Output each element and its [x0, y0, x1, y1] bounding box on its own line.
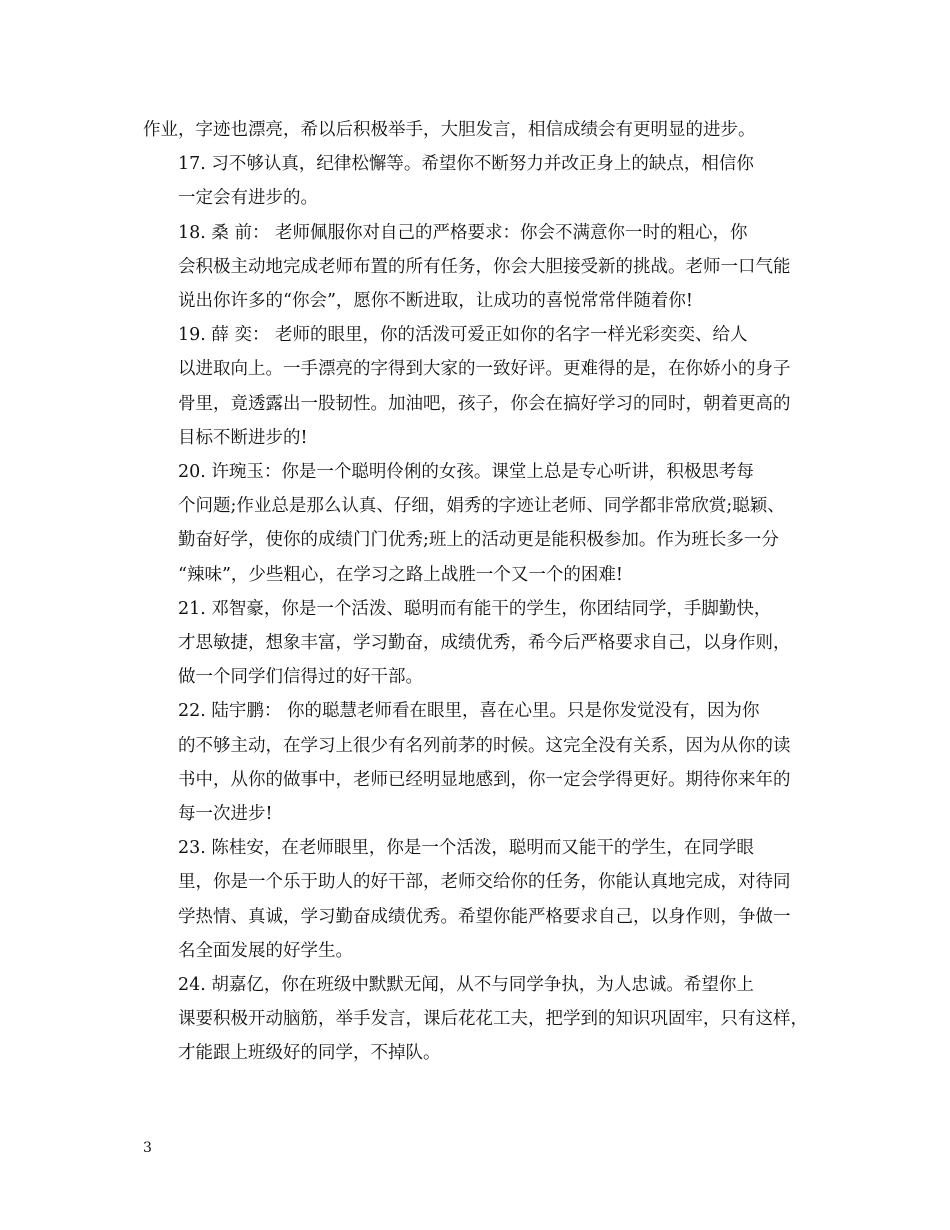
- text-line: 作业，字迹也漂亮，希以后积极举手，大胆发言，相信成绩会有更明显的进步。: [143, 120, 756, 140]
- paragraph-item-22: [143, 694, 813, 831]
- text-line: 一定会有进步的。: [178, 188, 318, 209]
- page-number: 3: [143, 1140, 152, 1156]
- text-line: 23. 陈桂安，在老师眼里，你是一个活泼，聪明而又能干的学生，在同学眼: [178, 838, 754, 859]
- text-line: 17. 习不够认真，纪律松懈等。希望你不断努力并改正身上的缺点，相信你: [178, 154, 754, 175]
- text-line: “辣味”，少些粗心，在学习之路上战胜一个又一个的困难!: [178, 564, 623, 585]
- text-line: 每一次进步!: [178, 804, 273, 825]
- text-line: 名全面发展的好学生。: [178, 940, 353, 961]
- text-line: 骨里，竟透露出一股韧性。加油吧，孩子，你会在搞好学习的同时，朝着更高的: [178, 393, 791, 414]
- paragraph-item-24: [143, 968, 813, 1071]
- document-body: [143, 113, 813, 1071]
- text-line: 才思敏捷，想象丰富，学习勤奋，成绩优秀，希今后严格要求自己，以身作则，: [178, 633, 791, 654]
- text-line: 说出你许多的“你会”，愿你不断进取，让成功的喜悦常常伴随着你!: [178, 291, 693, 312]
- paragraph-item-21: [143, 592, 813, 695]
- text-line: 目标不断进步的!: [178, 427, 308, 448]
- paragraph-item-20: [143, 455, 813, 592]
- paragraph-continuation: [143, 113, 813, 147]
- text-line: 才能跟上班级好的同学，不掉队。: [178, 1043, 441, 1064]
- text-line: 20. 许琬玉：你是一个聪明伶俐的女孩。课堂上总是专心听讲，积极思考每: [178, 462, 754, 483]
- text-line: 21. 邓智豪，你是一个活泼、聪明而有能干的学生，你团结同学，手脚勤快，: [178, 598, 772, 619]
- text-line: 18. 桑 前： 老师佩服你对自己的严格要求：你会不满意你一时的粗心，你: [178, 222, 748, 243]
- text-line: 会积极主动地完成老师布置的所有任务，你会大胆接受新的挑战。老师一口气能: [178, 256, 791, 277]
- text-line: 做一个同学们信得过的好干部。: [178, 667, 423, 688]
- paragraph-item-23: [143, 831, 813, 968]
- text-line: 勤奋好学，使你的成绩门门优秀;班上的活动更是能积极参加。作为班长多一分: [178, 530, 779, 551]
- paragraph-item-17: [143, 147, 813, 215]
- text-line: 个问题;作业总是那么认真、仔细，娟秀的字迹让老师、同学都非常欣赏;聪颖、: [178, 496, 785, 517]
- text-line: 的不够主动，在学习上很少有名列前茅的时候。这完全没有关系，因为从你的读: [178, 735, 791, 756]
- text-line: 以进取向上。一手漂亮的字得到大家的一致好评。更难得的是，在你娇小的身子: [178, 359, 791, 380]
- paragraph-item-19: [143, 318, 813, 455]
- text-line: 24. 胡嘉亿，你在班级中默默无闻，从不与同学争执，为人忠诚。希望你上: [178, 975, 754, 996]
- text-line: 里，你是一个乐于助人的好干部，老师交给你的任务，你能认真地完成，对待同: [178, 872, 791, 893]
- text-line: 书中，从你的做事中，老师已经明显地感到，你一定会学得更好。期待你来年的: [178, 769, 791, 790]
- text-line: 学热情、真诚，学习勤奋成绩优秀。希望你能严格要求自己，以身作则，争做一: [178, 906, 791, 927]
- paragraph-item-18: [143, 216, 813, 319]
- text-line: 22. 陆宇鹏： 你的聪慧老师看在眼里，喜在心里。只是你发觉没有，因为你: [178, 701, 760, 722]
- text-line: 19. 薛 奕： 老师的眼里，你的活泼可爱正如你的名字一样光彩奕奕、给人: [178, 325, 748, 346]
- text-line: 课要积极开动脑筋，举手发言，课后花花工夫，把学到的知识巩固牢，只有这样，: [178, 1009, 808, 1030]
